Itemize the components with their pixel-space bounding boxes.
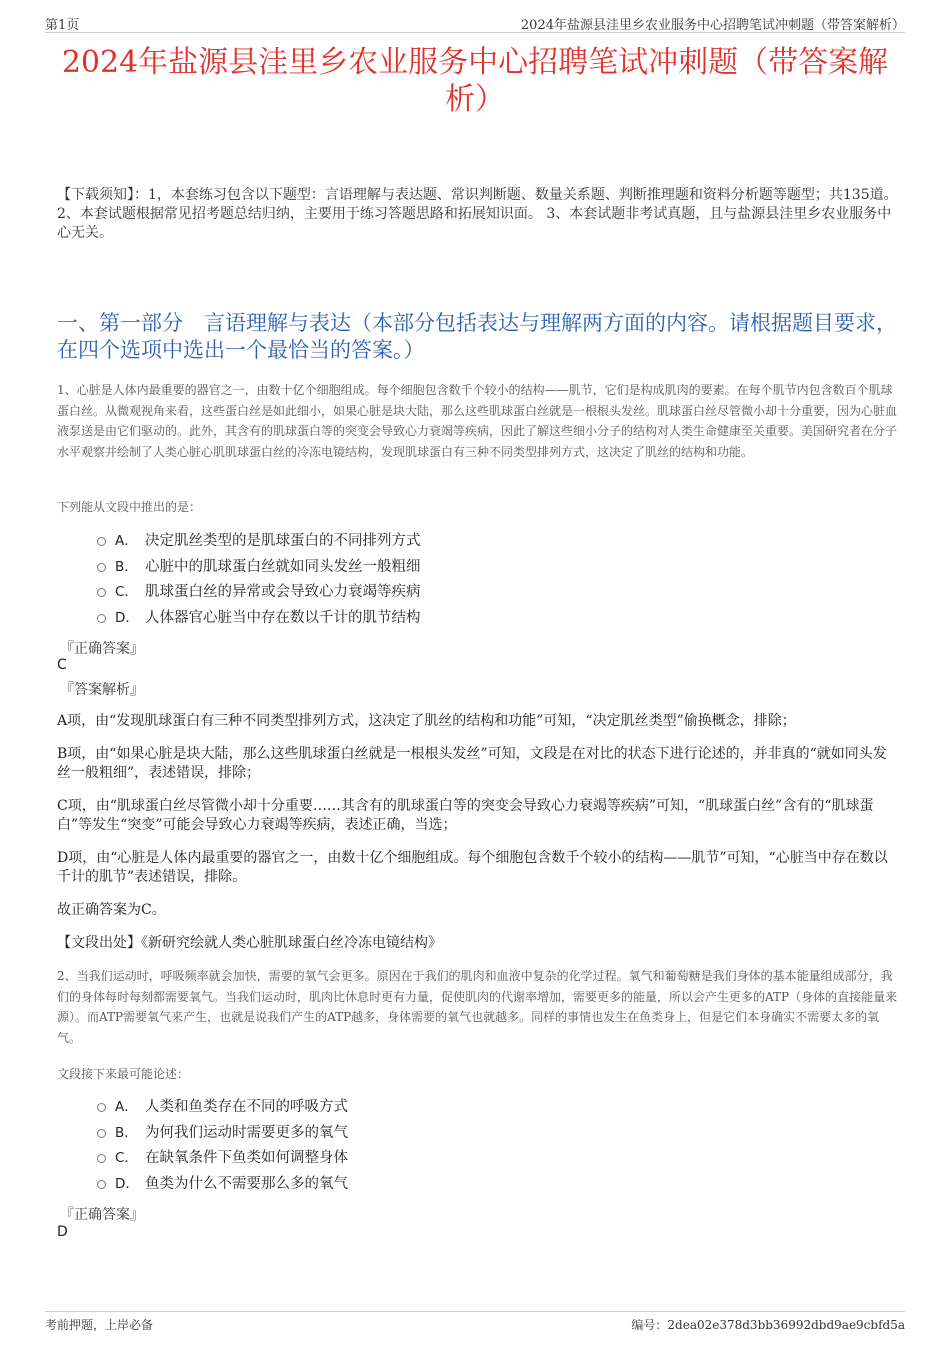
- option-d[interactable]: D． 鱼类为什么不需要那么多的氧气: [95, 1172, 348, 1198]
- question-2-options: [95, 1095, 348, 1197]
- correct-answer-label: 『正确答案』: [60, 1207, 144, 1223]
- correct-answer: D: [57, 1224, 68, 1240]
- page-number: 第1页: [45, 18, 80, 33]
- question-2-passage: 2、当我们运动时，呼吸频率就会加快，需要的氧气会更多。原因在于我们的肌肉和血液中复杂的化学过程。氧气和葡萄糖是我们身体的基本能量组成部分，我们的身体每时每刻都需要氧气。当我们运动时，肌肉比休息时更有力量，促使肌肉的代谢率增加，需要更多的能量，所以会产生更多的ATP（身体的直接能量来源）。而ATP需要氧气来产生，也就是说我们产生的ATP越多，身体需要的氧气也就越多。同样的事情也发生在鱼类身上，但是它们本身确实不需要太多的氧气。: [57, 969, 898, 1045]
- section-heading: 一、第一部分 言语理解与表达（本部分包括表达与理解两方面的内容。请根据题目要求，在四个选项中选出一个最恰当的答案。）: [57, 311, 897, 362]
- radio-icon[interactable]: [97, 1180, 106, 1189]
- page-title: 2024年盐源县洼里乡农业服务中心招聘笔试冲刺题（带答案解析）: [61, 45, 889, 117]
- download-notice: 【下载须知】：1，本套练习包含以下题型：言语理解与表达题、常识判断题、数量关系题、判断推理题和资料分析题等题型；共135道。 2、本套试题根据常见招考题总结归纳，主要用于练习答题思路和拓展知识面。 3、本套试题非考试真题，且与盐源县洼里乡农业服务中心无关。: [57, 187, 898, 241]
- header-doc-title: 2024年盐源县洼里乡农业服务中心招聘笔试冲刺题（带答案解析）: [520, 18, 905, 33]
- correct-answer: C: [57, 657, 67, 673]
- radio-icon[interactable]: [97, 1103, 106, 1112]
- correct-answer-label: 『正确答案』: [60, 641, 144, 657]
- radio-icon[interactable]: [97, 614, 106, 623]
- radio-icon[interactable]: [97, 537, 106, 546]
- question-1-passage: 1、心脏是人体内最重要的器官之一，由数十亿个细胞组成。每个细胞包含数千个较小的结构——肌节，它们是构成肌肉的要素。在每个肌节内包含数百个肌球蛋白丝。从微观视角来看，这些蛋白丝是如此细小，如果心脏是块大陆，那么这些肌球蛋白丝就是一根根头发丝。肌球蛋白丝尽管微小却十分重要，因为心脏血液泵送是由它们驱动的。此外，其含有的肌球蛋白等的突变会导致心力衰竭等疾病，因此了解这些细小分子的结构对人类生命健康至关重要。美国研究者在分子水平观察并绘制了人类心脏心肌肌球蛋白丝的冷冻电镜结构，发现肌球蛋白有三种不同类型排列方式，这决定了肌丝的结构和功能。: [57, 383, 898, 459]
- passage-source: 【文段出处】《新研究绘就人类心脏肌球蛋白丝冷冻电镜结构》: [57, 935, 442, 951]
- document-id: 编号：2dea02e378d3bb36992dbd9ae9cbfd5a: [631, 1318, 905, 1332]
- radio-icon[interactable]: [97, 563, 106, 572]
- explanation-b: B项，由“如果心脏是块大陆，那么这些肌球蛋白丝就是一根根头发丝”可知，文段是在对比的状态下进行论述的，并非真的“就如同头发丝一般粗细”，表述错误，排除；: [57, 746, 887, 781]
- radio-icon[interactable]: [97, 1154, 106, 1163]
- explanation-conclusion: 故正确答案为C。: [57, 902, 166, 918]
- option-b[interactable]: B． 为何我们运动时需要更多的氧气: [95, 1121, 348, 1147]
- question-1-prompt: 下列能从文段中推出的是：: [57, 500, 202, 514]
- question-1-options: [95, 529, 421, 631]
- page-footer: [45, 1311, 905, 1332]
- radio-icon[interactable]: [97, 588, 106, 597]
- option-a[interactable]: A． 决定肌丝类型的是肌球蛋白的不同排列方式: [95, 529, 421, 555]
- option-a[interactable]: A． 人类和鱼类存在不同的呼吸方式: [95, 1095, 348, 1121]
- page-header: [45, 12, 905, 33]
- explanation-a: A项，由“发现肌球蛋白有三种不同类型排列方式，这决定了肌丝的结构和功能”可知，“决定肌丝类型”偷换概念，排除；: [57, 713, 796, 729]
- option-c[interactable]: C． 肌球蛋白丝的异常或会导致心力衰竭等疾病: [95, 580, 421, 606]
- footer-slogan: 考前押题，上岸必备: [45, 1318, 154, 1332]
- question-2-prompt: 文段接下来最可能论述：: [57, 1067, 190, 1081]
- option-d[interactable]: D． 人体器官心脏当中存在数以千计的肌节结构: [95, 606, 421, 632]
- option-c[interactable]: C． 在缺氧条件下鱼类如何调整身体: [95, 1146, 348, 1172]
- explanation-c: C项，由“肌球蛋白丝尽管微小却十分重要……其含有的肌球蛋白等的突变会导致心力衰竭等疾病”可知，“肌球蛋白丝”含有的“肌球蛋白”等发生“突变”可能会导致心力衰竭等疾病，表述正确，当选；: [57, 798, 874, 833]
- option-b[interactable]: B． 心脏中的肌球蛋白丝就如同头发丝一般粗细: [95, 555, 421, 581]
- explanation-d: D项，由“心脏是人体内最重要的器官之一，由数十亿个细胞组成。每个细胞包含数千个较小的结构——肌节”可知，“心脏当中存在数以千计的肌节”表述错误，排除。: [57, 850, 888, 885]
- analysis-label: 『答案解析』: [60, 682, 144, 698]
- radio-icon[interactable]: [97, 1129, 106, 1138]
